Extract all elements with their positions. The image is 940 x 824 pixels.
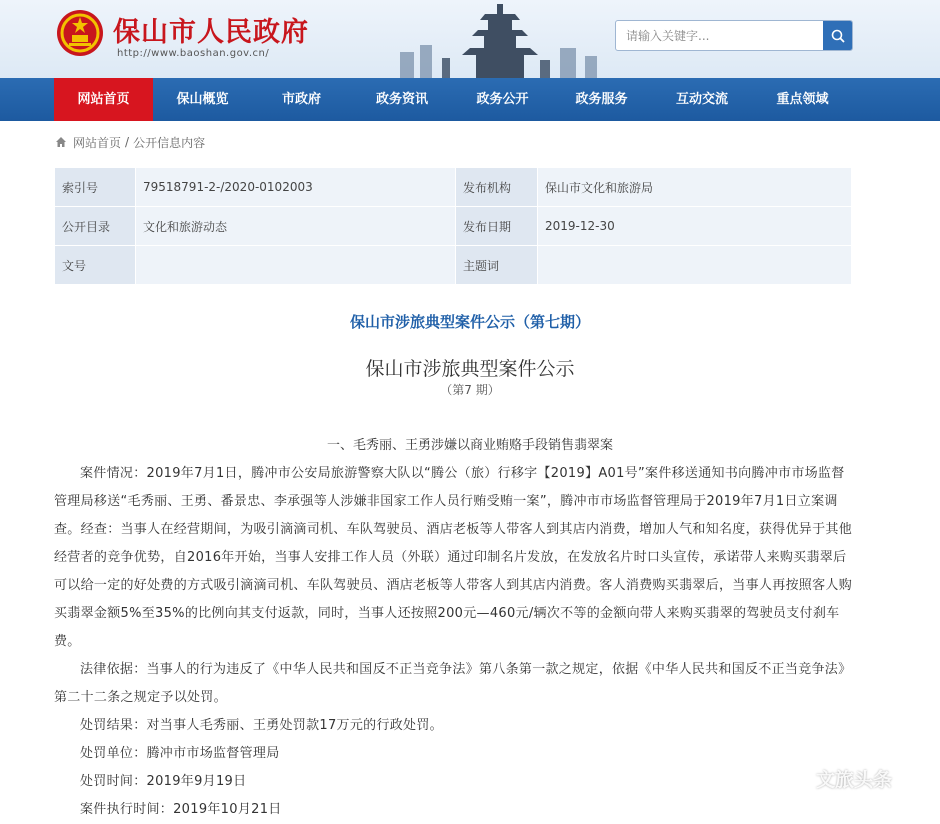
article-issue: （第7 期） <box>440 383 500 397</box>
tower-skyline-image <box>380 0 620 78</box>
publisher-label: 发布机构 <box>456 168 538 207</box>
breadcrumb-current[interactable]: 公开信息内容 <box>133 135 206 150</box>
legal-basis-paragraph: 法律依据：当事人的行为违反了《中华人民共和国反不正当竞争法》第八条第一款之规定，依据《中华人民共和国反不正当竞争法》第二十二条之规定予以处罚。 <box>54 662 852 705</box>
table-row <box>55 246 852 285</box>
nav-item-disclosure[interactable]: 政务公开 <box>476 92 529 107</box>
search-icon <box>831 29 845 43</box>
case-details-paragraph: 案件情况：2019年7月1日，腾冲市公安局旅游警察大队以“腾公（旅）行移字【2019】A01号”案件移送通知书向腾冲市市场监督管理局移送“毛秀丽、王勇、番景忠、李承强等人涉嫌非国家工作人员行贿受贿一案”，腾冲市市场监督管理局于2019年7月1日立案调查。经查：当事人在经营期间，为吸引滴滴司机、车队驾驶员、酒店老板等人带客人到其店内消费，增加人气和知名度，获得优异于其他经营者的竞争优势，自2016年开始，当事人安排工作人员（外联）通过印制名片发放，在发放名片时口头宣传，承诺带人来购买翡翠后可以给一定的好处费的方式吸引滴滴司机、车队驾驶员、酒店老板等人带客人到其店内消费。客人消费购买翡翠后，当事人再按照客人购买翡翠金额5%至35%的比例向其支付返款，同时，当事人还按照200元—460元/辆次不等的金额向带人来购买翡翠的驾驶员支付刹车费。 <box>54 466 853 649</box>
breadcrumb <box>55 133 205 151</box>
site-title[interactable]: 保山市人民政府 <box>113 17 309 48</box>
search-input[interactable] <box>616 21 826 50</box>
date-value: 2019-12-30 <box>538 207 852 246</box>
nav-item-key-areas[interactable]: 重点领域 <box>776 92 829 107</box>
section-heading: 一、毛秀丽、王勇涉嫌以商业贿赂手段销售翡翠案 <box>326 438 613 453</box>
search-button[interactable] <box>823 21 852 50</box>
article-body <box>54 460 854 824</box>
catalog-label: 公开目录 <box>55 207 136 246</box>
date-label: 发布日期 <box>456 207 538 246</box>
site-header <box>0 0 940 78</box>
table-row <box>55 168 852 207</box>
keywords-label: 主题词 <box>456 246 538 285</box>
penalty-result-paragraph: 处罚结果：对当事人毛秀丽、王勇处罚款17万元的行政处罚。 <box>80 718 443 733</box>
nav-item-services[interactable]: 政务服务 <box>575 92 628 107</box>
nav-item-news[interactable]: 政务资讯 <box>375 92 428 107</box>
watermark <box>790 765 892 792</box>
penalty-date-paragraph: 处罚时间：2019年9月19日 <box>80 774 247 789</box>
national-emblem-icon[interactable] <box>55 8 105 58</box>
table-row <box>55 207 852 246</box>
watermark-text: 文旅头条 <box>816 769 893 791</box>
breadcrumb-home-link[interactable]: 网站首页 <box>73 135 122 150</box>
execution-date-paragraph: 案件执行时间：2019年10月21日 <box>80 802 282 817</box>
penalty-unit-paragraph: 处罚单位：腾冲市市场监督管理局 <box>80 746 280 761</box>
index-label: 索引号 <box>55 168 136 207</box>
watermark-logo-icon <box>790 768 812 790</box>
nav-item-interaction[interactable]: 互动交流 <box>675 92 728 107</box>
doc-number-value <box>136 246 456 285</box>
nav-item-home[interactable]: 网站首页 <box>54 78 153 121</box>
home-icon <box>55 136 67 148</box>
catalog-value: 文化和旅游动态 <box>136 207 456 246</box>
document-info-table <box>54 167 852 285</box>
article-title: 保山市涉旅典型案件公示 <box>365 358 575 380</box>
nav-item-government[interactable]: 市政府 <box>281 92 321 107</box>
publisher-value: 保山市文化和旅游局 <box>538 168 852 207</box>
keywords-value <box>538 246 852 285</box>
main-nav <box>0 78 940 121</box>
search-box <box>615 20 853 51</box>
breadcrumb-separator: / <box>125 135 130 149</box>
nav-item-overview[interactable]: 保山概览 <box>176 92 229 107</box>
doc-number-label: 文号 <box>55 246 136 285</box>
index-value: 79518791-2-/2020-0102003 <box>136 168 456 207</box>
article-link-title: 保山市涉旅典型案件公示（第七期） <box>349 313 590 331</box>
site-url: http://www.baoshan.gov.cn/ <box>117 48 270 59</box>
